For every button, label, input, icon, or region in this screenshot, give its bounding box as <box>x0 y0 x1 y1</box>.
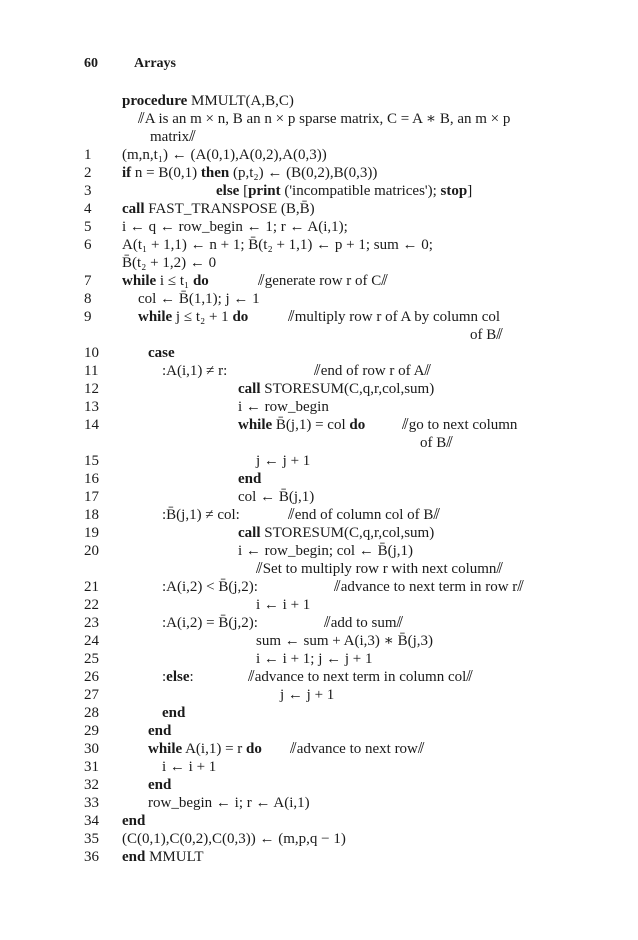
code-line <box>0 650 638 669</box>
line-number: 33 <box>84 795 99 811</box>
page-number: 60 <box>84 56 98 71</box>
code-line <box>0 344 638 363</box>
line-text: if n = B(0,1) then (p,t₂) ← (B(0,2),B(0,3)) <box>122 165 378 181</box>
line-text: j ← j + 1 <box>256 453 311 469</box>
code-line <box>0 632 638 651</box>
code-line <box>0 704 638 723</box>
line-text: end <box>122 813 146 829</box>
line-number: 28 <box>84 705 99 721</box>
line-number: 29 <box>84 723 99 739</box>
line-comment: ⫽generate row r of C⫽ <box>258 273 388 289</box>
line-number: 4 <box>84 201 92 217</box>
code-line <box>0 380 638 399</box>
line-number: 31 <box>84 759 99 775</box>
code-line <box>0 272 638 291</box>
line-number: 35 <box>84 831 99 847</box>
line-number: 24 <box>84 633 99 649</box>
line-text: :else: <box>162 669 194 685</box>
line-number: 3 <box>84 183 92 199</box>
code-line <box>0 776 638 795</box>
line-number: 19 <box>84 525 99 541</box>
line-number: 6 <box>84 237 92 253</box>
line-text: B̄(t₂ + 1,2) ← 0 <box>122 255 217 271</box>
line-text: i ← i + 1; j ← j + 1 <box>256 651 373 667</box>
line-number: 13 <box>84 399 99 415</box>
code-line <box>0 362 638 381</box>
line-text: :A(i,2) = B̄(j,2): <box>162 615 258 631</box>
line-comment: ⫽multiply row r of A by column col <box>288 309 501 325</box>
line-text: procedure MMULT(A,B,C) <box>122 93 294 109</box>
line-text: sum ← sum + A(i,3) ∗ B̄(j,3) <box>256 633 433 649</box>
line-number: 26 <box>84 669 99 685</box>
line-text: while i ≤ t₁ do <box>122 273 209 289</box>
code-line <box>0 200 638 219</box>
line-number: 23 <box>84 615 99 631</box>
line-text: call STORESUM(C,q,r,col,sum) <box>238 381 435 397</box>
line-comment: ⫽end of column col of B⫽ <box>288 507 441 523</box>
code-line <box>0 254 638 273</box>
line-number: 10 <box>84 345 99 361</box>
line-comment: ⫽advance to next term in row r⫽ <box>334 579 524 595</box>
code-line <box>0 668 638 687</box>
code-line <box>0 506 638 525</box>
code-line <box>0 794 638 813</box>
line-number: 7 <box>84 273 92 289</box>
line-text: else [print ('incompatible matrices'); stop] <box>216 183 473 199</box>
line-text: of B⫽ <box>420 435 453 451</box>
line-number: 11 <box>84 363 99 379</box>
line-text: i ← row_begin <box>238 399 329 415</box>
line-text: (m,n,t₁) ← (A(0,1),A(0,2),A(0,3)) <box>122 147 327 163</box>
line-comment: ⫽advance to next term in column col⫽ <box>248 669 473 685</box>
line-text: ⫽A is an m × n, B an n × p sparse matrix, C = A ∗ B, an m × p <box>138 111 511 127</box>
code-line <box>0 848 638 867</box>
line-text: end <box>238 471 262 487</box>
code-line <box>0 128 638 147</box>
line-comment: ⫽end of row r of A⫽ <box>314 363 432 379</box>
code-line <box>0 218 638 237</box>
line-number: 36 <box>84 849 99 865</box>
line-number: 21 <box>84 579 99 595</box>
code-line <box>0 452 638 471</box>
line-text: matrix⫽ <box>150 129 196 145</box>
line-text: call FAST_TRANSPOSE (B,B̄) <box>122 201 315 217</box>
code-line <box>0 686 638 705</box>
line-text: (C(0,1),C(0,2),C(0,3)) ← (m,p,q − 1) <box>122 831 346 847</box>
code-line <box>0 830 638 849</box>
line-text: while A(i,1) = r do <box>148 741 262 757</box>
line-text: ⫽Set to multiply row r with next column⫽ <box>256 561 504 577</box>
line-number: 14 <box>84 417 99 433</box>
code-line <box>0 470 638 489</box>
code-line <box>0 110 638 129</box>
line-text: col ← B̄(j,1) <box>238 489 315 505</box>
code-line <box>0 614 638 633</box>
line-text: i ← q ← row_begin ← 1; r ← A(i,1); <box>122 219 348 235</box>
line-number: 25 <box>84 651 99 667</box>
line-number: 32 <box>84 777 99 793</box>
line-text: A(t₁ + 1,1) ← n + 1; B̄(t₂ + 1,1) ← p + 1; sum ← 0; <box>122 237 433 253</box>
line-comment: ⫽add to sum⫽ <box>324 615 404 631</box>
line-text: j ← j + 1 <box>280 687 335 703</box>
line-number: 1 <box>84 147 92 163</box>
line-text: end <box>148 777 172 793</box>
line-number: 8 <box>84 291 92 307</box>
code-line <box>0 308 638 327</box>
code-line <box>0 92 638 111</box>
line-text: call STORESUM(C,q,r,col,sum) <box>238 525 435 541</box>
code-line <box>0 758 638 777</box>
code-line <box>0 164 638 183</box>
code-line <box>0 182 638 201</box>
line-text: while B̄(j,1) = col do <box>238 417 366 433</box>
line-number: 15 <box>84 453 99 469</box>
code-line <box>0 578 638 597</box>
line-text: end <box>148 723 172 739</box>
code-line <box>0 740 638 759</box>
line-number: 34 <box>84 813 99 829</box>
code-line <box>0 542 638 561</box>
line-text: of B⫽ <box>470 327 503 343</box>
section-title: Arrays <box>134 56 176 71</box>
line-number: 27 <box>84 687 99 703</box>
line-number: 12 <box>84 381 99 397</box>
code-line <box>0 722 638 741</box>
code-line <box>0 146 638 165</box>
code-line <box>0 434 638 453</box>
line-number: 17 <box>84 489 99 505</box>
line-number: 20 <box>84 543 99 559</box>
line-text: i ← row_begin; col ← B̄(j,1) <box>238 543 413 559</box>
line-text: :A(i,2) < B̄(j,2): <box>162 579 258 595</box>
line-text: i ← i + 1 <box>256 597 311 613</box>
line-number: 22 <box>84 597 99 613</box>
code-line <box>0 596 638 615</box>
code-line <box>0 416 638 435</box>
code-line <box>0 488 638 507</box>
line-number: 5 <box>84 219 92 235</box>
code-line <box>0 398 638 417</box>
line-text: :B̄(j,1) ≠ col: <box>162 507 240 523</box>
code-line <box>0 524 638 543</box>
line-text: while j ≤ t₂ + 1 do <box>138 309 249 325</box>
code-line <box>0 560 638 579</box>
line-number: 16 <box>84 471 99 487</box>
code-line <box>0 326 638 345</box>
line-text: :A(i,1) ≠ r: <box>162 363 228 379</box>
code-line <box>0 290 638 309</box>
line-number: 18 <box>84 507 99 523</box>
line-text: row_begin ← i; r ← A(i,1) <box>148 795 310 811</box>
line-text: end MMULT <box>122 849 204 865</box>
line-number: 9 <box>84 309 92 325</box>
line-text: i ← i + 1 <box>162 759 217 775</box>
line-text: end <box>162 705 186 721</box>
line-text: col ← B̄(1,1); j ← 1 <box>138 291 260 307</box>
code-line <box>0 812 638 831</box>
line-number: 30 <box>84 741 99 757</box>
line-comment: ⫽advance to next row⫽ <box>290 741 425 757</box>
code-line <box>0 236 638 255</box>
line-comment: ⫽go to next column <box>402 417 518 433</box>
line-number: 2 <box>84 165 92 181</box>
line-text: case <box>148 345 175 361</box>
